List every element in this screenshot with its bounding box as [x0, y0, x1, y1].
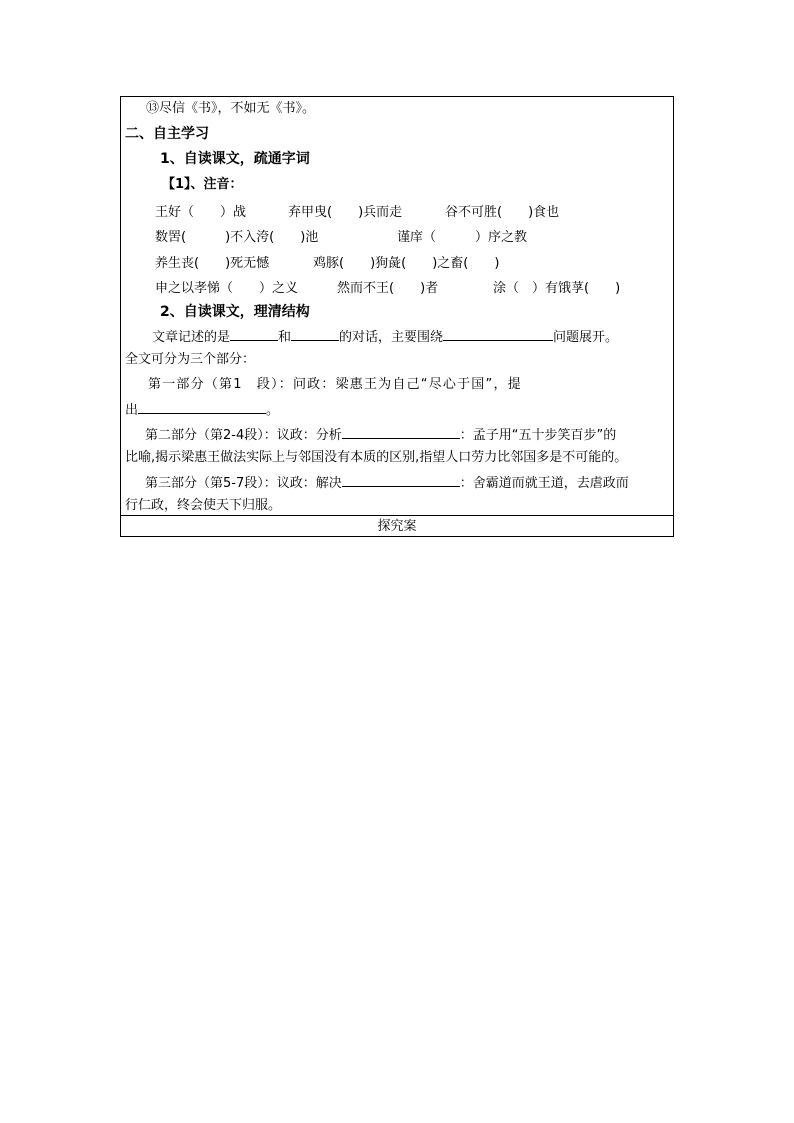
part3-text: 第三部分（第5-7段）：议政：解决	[145, 476, 342, 491]
pinyin-item: 谷不可胜( )食也	[445, 205, 560, 220]
blank-line	[291, 326, 339, 341]
blank-line	[342, 472, 460, 487]
part3-text: ：舍霸道而就王道，去虐政而	[459, 476, 629, 491]
part2-text: ：孟子用“五十步笑百步”的	[459, 428, 617, 443]
summary-text: 的对话，主要围绕	[339, 330, 444, 345]
pinyin-item: 王好（ ）战	[155, 205, 247, 220]
part1-text: 出	[125, 403, 139, 418]
summary-text: 文章记述的是	[152, 330, 231, 345]
pinyin-item: 弃甲曳( )兵而走	[288, 205, 403, 220]
summary-line-2: 全文可分为三个部分：	[125, 352, 256, 367]
pinyin-item: 数罟( )不入洿( )池	[155, 230, 319, 245]
part3-line-2: 行仁政，终会使天下归服。	[125, 498, 282, 513]
pinyin-item: 谨庠（ ）序之教	[397, 230, 528, 245]
pinyin-row-4	[155, 279, 675, 299]
pinyin-row-3	[155, 254, 675, 274]
subheading-1: 1、自读课文，疏通字词	[160, 151, 310, 167]
part2-text: 第二部分（第2-4段）：议政：分析	[145, 428, 342, 443]
part1-line: 第一部分（第1 段）：问政：梁惠王为自己“尽心于国”，提	[148, 377, 522, 392]
part2-line	[145, 424, 616, 446]
part1-text: 。	[266, 403, 280, 418]
section-heading: 二、自主学习	[125, 126, 209, 142]
summary-text: 和	[278, 330, 292, 345]
part2-line-2: 比喻,揭示梁惠王做法实际上与邻国没有本质的区别,指望人口劳力比邻国多是不可能的。	[125, 450, 628, 465]
subheading-2: 2、自读课文，理清结构	[160, 304, 310, 320]
pinyin-item: 鸡豚( )狗彘( )之畜( )	[313, 256, 500, 271]
subheading-1-1: 【1】、注音：	[162, 177, 243, 192]
blank-line	[138, 399, 266, 414]
blank-line	[342, 424, 460, 439]
summary-line	[152, 326, 618, 348]
footer-cell: 探究案	[377, 519, 417, 534]
blank-line	[230, 326, 278, 341]
pinyin-row-1	[155, 203, 675, 223]
summary-text: 问题展开。	[553, 330, 619, 345]
pinyin-item: 然而不王( )者	[337, 281, 439, 296]
blank-line	[443, 326, 553, 341]
pinyin-item: 申之以孝悌（ ）之义	[155, 281, 299, 296]
quote-line: ⑬尽信《书》，不如无《书》。	[146, 101, 316, 116]
part3-line	[145, 472, 629, 494]
pinyin-item: 涂（ ）有饿莩( )	[493, 281, 621, 296]
pinyin-item: 养生丧( )死无憾	[155, 256, 270, 271]
part1-line-2	[125, 399, 279, 421]
pinyin-row-2	[155, 228, 675, 248]
